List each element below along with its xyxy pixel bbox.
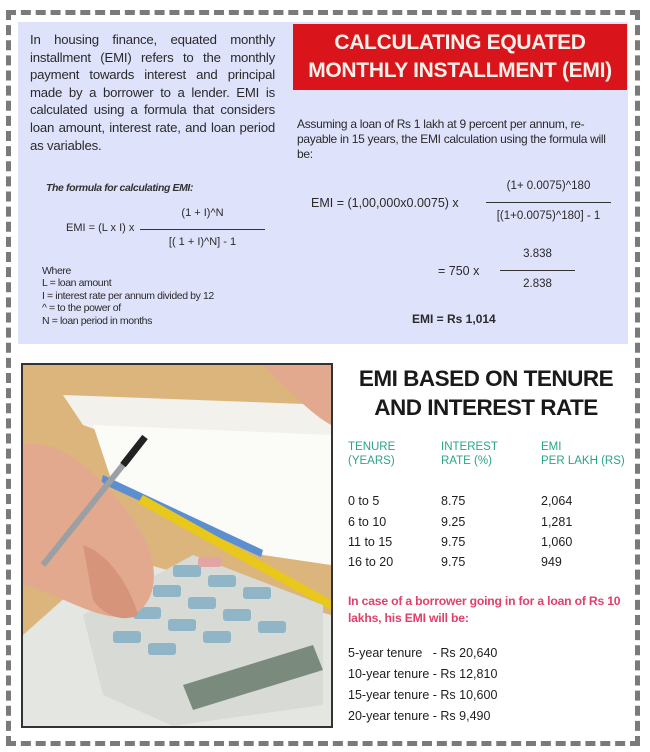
cell-emi: 1,060 [541, 535, 573, 549]
calculator-photo-illustration [23, 365, 331, 726]
example-step1-lhs: EMI = (1,00,000x0.0075) x [311, 196, 459, 210]
cell-tenure: 0 to 5 [348, 494, 380, 508]
header-tenure-line2: (YEARS) [348, 455, 395, 467]
header-emi-line1: EMI [541, 441, 562, 453]
header-rate-line1: INTEREST [441, 441, 498, 453]
ten-lakh-item: 10-year tenure - Rs 12,810 [348, 667, 498, 681]
cell-rate: 9.75 [441, 535, 466, 549]
ten-lakh-item: 5-year tenure - Rs 20,640 [348, 646, 498, 660]
example-step2-denominator: 2.838 [523, 278, 552, 290]
tenure-title-line-2: AND INTEREST RATE [374, 395, 598, 420]
header-rate-line2: RATE (%) [441, 455, 492, 467]
example-step1-numerator: (1+ 0.0075)^180 [506, 180, 591, 192]
title-line-1: CALCULATING EQUATED [334, 31, 586, 54]
example-step2-lhs: = 750 x [438, 264, 480, 278]
calculator-photo [21, 363, 333, 728]
header-interest-rate [441, 440, 498, 468]
cell-emi: 949 [541, 555, 562, 569]
definition-power: ^ = to the power of [42, 302, 121, 315]
header-tenure [348, 440, 395, 468]
cell-tenure: 6 to 10 [348, 515, 387, 529]
formula-fraction-bar [140, 229, 265, 230]
example-step1-denominator: [(1+0.0075)^180] - 1 [496, 210, 601, 222]
intro-paragraph: In housing finance, equated monthly installment (EMI) refers to the monthly payment towards interest and principal made by a borrower to a lender. EMI is calculated using a formula that considers loan amount, interest rate, and loan period as variables. [30, 32, 275, 153]
cell-tenure: 16 to 20 [348, 555, 394, 569]
tenure-title-line-1: EMI BASED ON TENURE [358, 366, 614, 391]
example-step2-numerator: 3.838 [523, 248, 552, 260]
assumption-text: Assuming a loan of Rs 1 lakh at 9 percent per annum, re-payable in 15 years, the EMI calculation using the formula will be: [297, 117, 606, 161]
tenure-table-title [340, 364, 632, 422]
header-emi-line2: PER LAKH (RS) [541, 455, 625, 467]
cell-emi: 1,281 [541, 515, 573, 529]
page-title [293, 24, 627, 90]
header-emi-per-lakh [541, 440, 625, 468]
definition-i: I = interest rate per annum divided by 12 [42, 289, 214, 302]
title-line-2: MONTHLY INSTALLMENT (EMI) [308, 59, 612, 82]
definition-l: L = loan amount [42, 277, 112, 290]
formula-denominator: [( 1 + I)^N] - 1 [168, 236, 237, 248]
example-result: EMI = Rs 1,014 [412, 312, 496, 326]
cell-tenure: 11 to 15 [348, 535, 393, 549]
formula-lhs: EMI = (L x I) x [66, 222, 135, 234]
cell-rate: 9.75 [441, 555, 466, 569]
example-step2-fraction-bar [500, 270, 575, 271]
cell-rate: 9.25 [441, 515, 466, 529]
ten-lakh-item: 15-year tenure - Rs 10,600 [348, 688, 498, 702]
cell-emi: 2,064 [541, 494, 573, 508]
definition-n: N = loan period in months [42, 314, 152, 327]
cell-rate: 8.75 [441, 494, 466, 508]
ten-lakh-item: 20-year tenure - Rs 9,490 [348, 709, 491, 723]
where-heading: Where [42, 265, 71, 277]
ten-lakh-note: In case of a borrower going in for a loan of Rs 10 lakhs, his EMI will be: [348, 594, 621, 625]
header-tenure-line1: TENURE [348, 441, 396, 453]
example-step1-fraction-bar [486, 202, 611, 203]
formula-definitions [42, 265, 214, 327]
formula-label: The formula for calculating EMI: [46, 182, 194, 194]
formula-numerator: (1 + I)^N [181, 207, 224, 219]
